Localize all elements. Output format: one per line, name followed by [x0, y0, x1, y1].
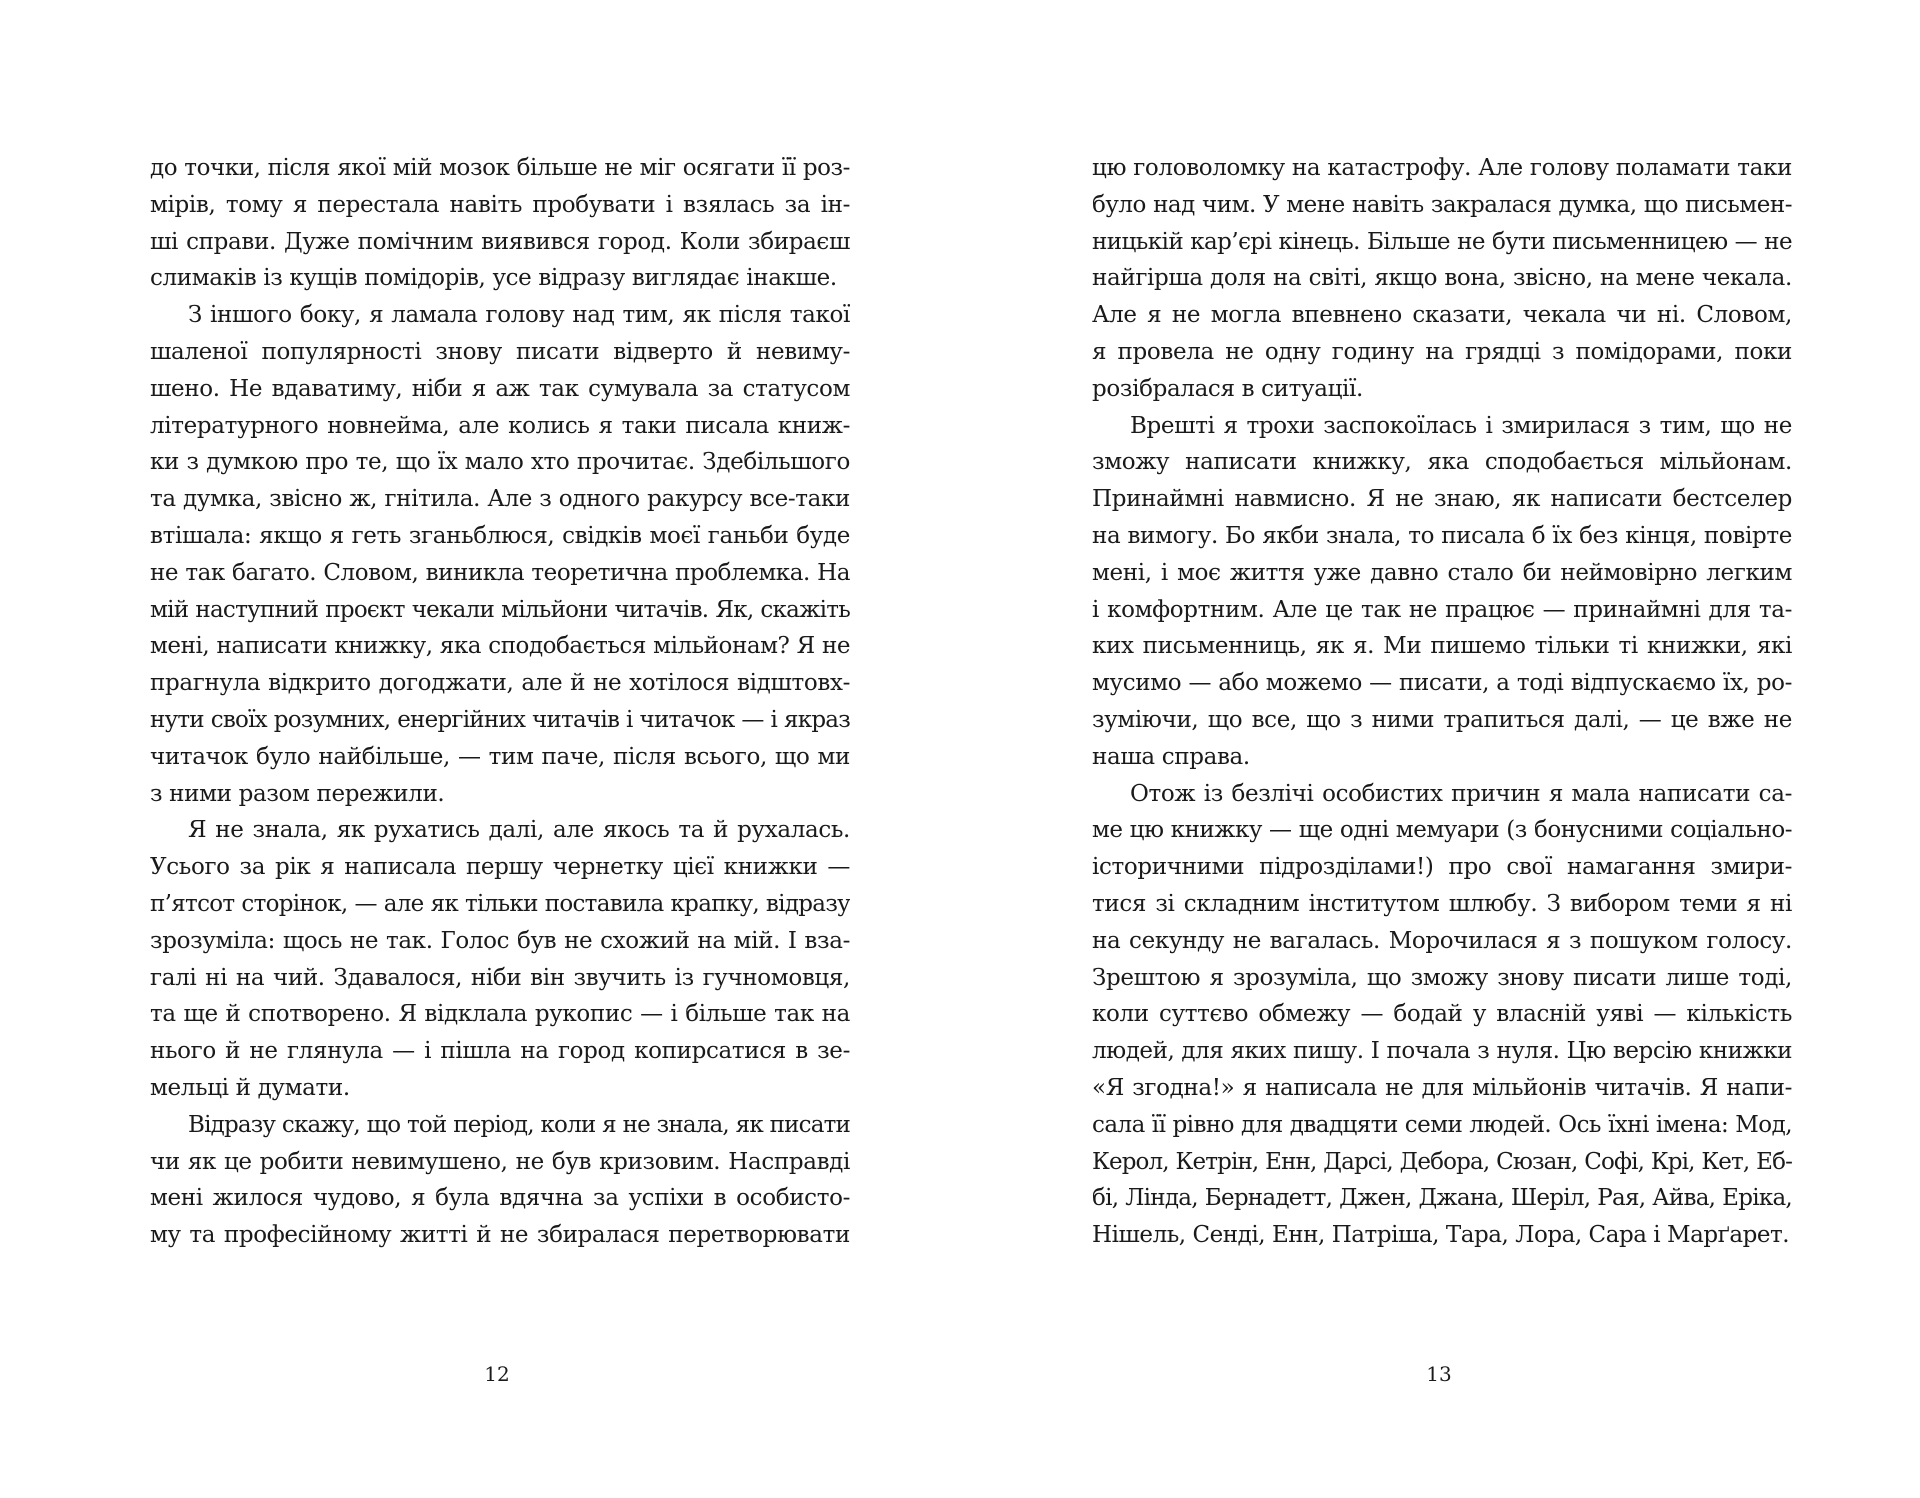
text-line: зможу написати книжку, яка сподобається мільйонам.: [1092, 449, 1792, 476]
text-line: я провела не одну годину на грядці з помідорами, поки: [1092, 338, 1792, 365]
text-line: мусимо — або можемо — писати, а тоді відпускаємо їх, ро-: [1092, 670, 1792, 697]
text-line: мені, і моє життя уже давно стало би неймовірно легким: [1092, 559, 1792, 586]
text-line: та думка, звісно ж, гнітила. Але з одного ракурсу все-таки: [150, 486, 850, 513]
text-line: з ними разом пережили.: [150, 780, 445, 807]
text-line: та ще й спотворено. Я відклала рукопис — і більше так на: [150, 1001, 850, 1028]
text-line: нути своїх розумних, енергійних читачів і читачок — і якраз: [150, 706, 850, 733]
text-line: мірів, тому я перестала навіть пробувати і взялась за ін-: [150, 191, 850, 218]
text-line: Відразу скажу, що той період, коли я не знала, як писати: [188, 1111, 850, 1138]
text-line: на секунду не вагалась. Морочилася я з пошуком голосу.: [1092, 927, 1792, 954]
text-line: галі ні на чий. Здавалося, ніби він звучить із гучномовця,: [150, 964, 850, 991]
text-line: і комфортним. Але це так не працює — принаймні для та-: [1092, 596, 1792, 623]
text-line: Але я не могла впевнено сказати, чекала чи ні. Словом,: [1092, 302, 1792, 329]
text-line: наша справа.: [1092, 743, 1250, 770]
text-line: мені, написати книжку, яка сподобається мільйонам? Я не: [150, 633, 850, 660]
text-line: історичними підрозділами!) про свої намагання змири-: [1092, 854, 1792, 881]
text-line: Принаймні навмисно. Я не знаю, як написати бестселер: [1092, 486, 1792, 513]
text-line: було над чим. У мене навіть закралася думка, що письмен-: [1092, 191, 1792, 218]
text-line: му та професійному житті й не збиралася перетворювати: [150, 1222, 850, 1249]
text-line: мій наступний проєкт чекали мільйони читачів. Як, скажіть: [150, 596, 850, 623]
text-line: ші справи. Дуже помічним виявився город. Коли збираєш: [150, 228, 850, 255]
text-line: Отож із безлічі особистих причин я мала написати са-: [1130, 780, 1792, 807]
text-line: прагнула відкрито догоджати, але й не хотілося відштовх-: [150, 670, 850, 697]
text-line: Нішель, Сенді, Енн, Патріша, Тара, Лора, Сара і Марґарет.: [1092, 1222, 1790, 1249]
text-line: слимаків із кущів помідорів, усе відразу виглядає інакше.: [150, 265, 837, 292]
text-line: до точки, після якої мій мозок більше не міг осягати її роз-: [150, 155, 850, 181]
text-line: сала її рівно для двадцяти семи людей. Ось їхні імена: Мод,: [1092, 1111, 1792, 1138]
text-line: Усього за рік я написала першу чернетку цієї книжки —: [150, 854, 850, 881]
text-line: читачок було найбільше, — тим паче, після всього, що ми: [150, 743, 850, 770]
text-line: зуміючи, що все, що з ними трапиться далі, — це вже не: [1092, 706, 1792, 733]
text-line: п’ятсот сторінок, — але як тільки поставила крапку, відразу: [150, 890, 850, 917]
text-line: людей, для яких пишу. І почала з нуля. Цю версію книжки: [1092, 1038, 1792, 1065]
text-line: ки з думкою про те, що їх мало хто прочитає. Здебільшого: [150, 449, 850, 476]
text-line: розібралася в ситуації.: [1092, 375, 1363, 402]
text-line: зрозуміла: щось не так. Голос був не схожий на мій. І вза-: [150, 927, 850, 954]
text-line: цю головоломку на катастрофу. Але голову поламати таки: [1092, 155, 1792, 181]
text-line: Керол, Кетрін, Енн, Дарсі, Дебора, Сюзан, Софі, Крі, Кет, Еб-: [1092, 1148, 1792, 1175]
page-number-left: 12: [484, 1362, 510, 1386]
text-line: на вимогу. Бо якби знала, то писала б їх без кінця, повірте: [1092, 522, 1792, 549]
text-line: ницькій кар’єрі кінець. Більше не бути письменницею — не: [1092, 228, 1792, 255]
text-line: «Я згодна!» я написала не для мільйонів читачів. Я напи-: [1092, 1074, 1792, 1101]
text-line: З іншого боку, я ламала голову над тим, як після такої: [188, 302, 850, 329]
text-line: чи як це робити невимушено, не був кризовим. Насправді: [150, 1148, 850, 1175]
text-line: коли суттєво обмежу — бодай у власній уяві — кількість: [1092, 1001, 1792, 1028]
text-line: Врешті я трохи заспокоїлась і змирилася з тим, що не: [1130, 412, 1792, 439]
page-number-right: 13: [1426, 1362, 1452, 1386]
text-line: не так багато. Словом, виникла теоретична проблемка. На: [150, 559, 850, 586]
text-line: втішала: якщо я геть зганьблюся, свідків моєї ганьби буде: [150, 522, 850, 549]
text-line: бі, Лінда, Бернадетт, Джен, Джана, Шеріл, Рая, Айва, Еріка,: [1092, 1185, 1792, 1212]
text-line: тися зі складним інститутом шлюбу. З вибором теми я ні: [1092, 890, 1792, 917]
right-page-text: [1092, 150, 1792, 1254]
text-line: найгірша доля на світі, якщо вона, звісно, на мене чекала.: [1092, 265, 1792, 292]
text-line: шено. Не вдаватиму, ніби я аж так сумувала за статусом: [150, 375, 850, 402]
text-line: літературного новнейма, але колись я таки писала книж-: [150, 412, 850, 439]
text-line: Зрештою я зрозуміла, що зможу знову писати лише тоді,: [1092, 964, 1792, 991]
text-line: мельці й думати.: [150, 1074, 350, 1101]
text-line: шаленої популярності знову писати відверто й невиму-: [150, 338, 850, 365]
text-line: ме цю книжку — ще одні мемуари (з бонусними соціально-: [1092, 817, 1792, 844]
text-line: Я не знала, як рухатись далі, але якось та й рухалась.: [188, 817, 850, 844]
left-page-text: [150, 150, 850, 1254]
text-line: нього й не глянула — і пішла на город копирсатися в зе-: [150, 1038, 850, 1065]
text-line: ких письменниць, як я. Ми пишемо тільки ті книжки, які: [1092, 633, 1792, 660]
text-line: мені жилося чудово, я була вдячна за успіхи в особисто-: [150, 1185, 850, 1212]
